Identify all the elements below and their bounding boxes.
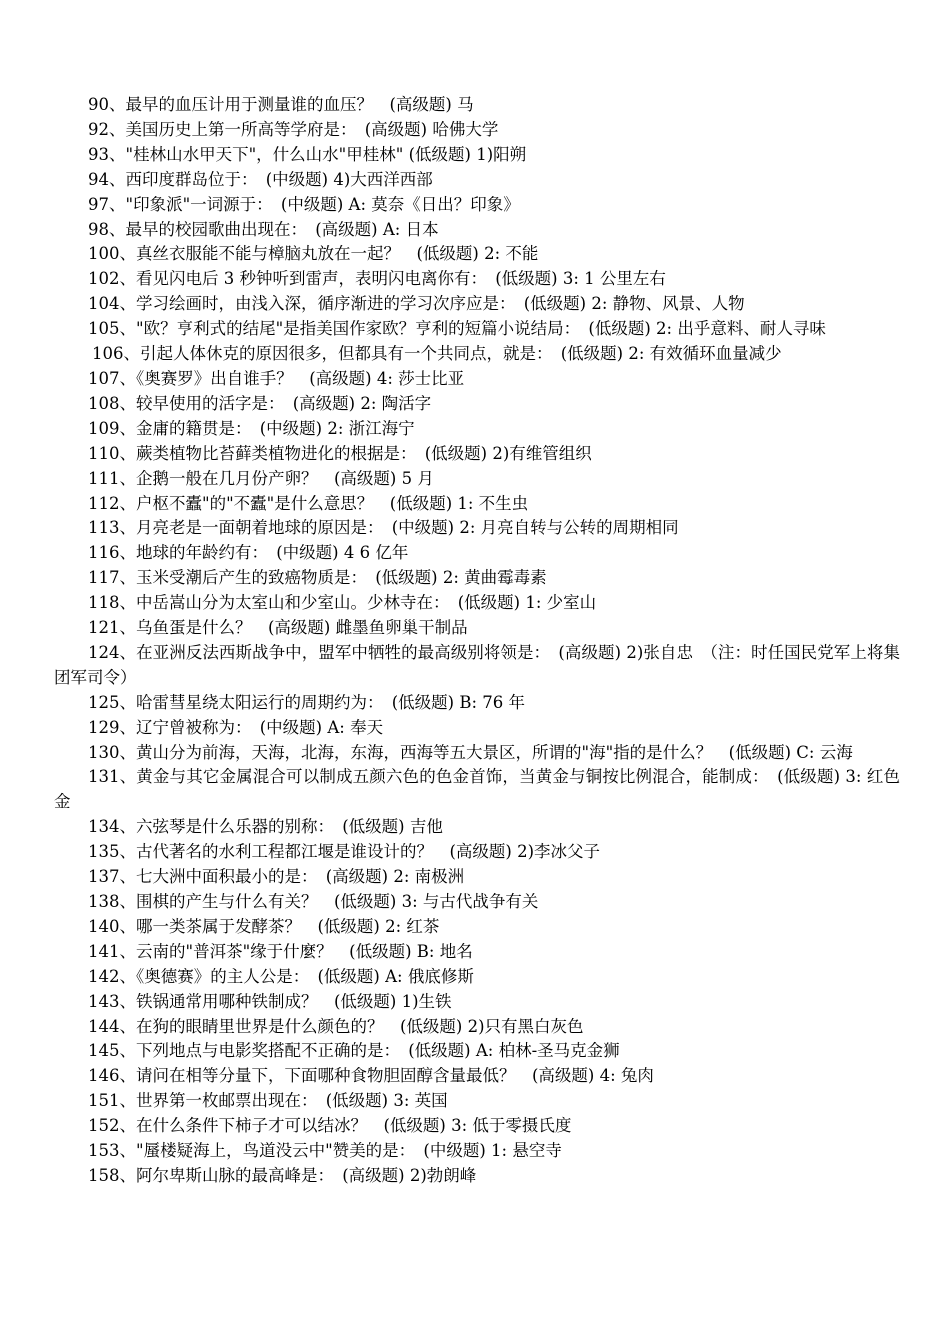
quiz-item-118: 118、中岳嵩山分为太室山和少室山。少林寺在： (低级题) 1: 少室山 — [88, 593, 597, 613]
quiz-item-158: 158、阿尔卑斯山脉的最高峰是： (高级题) 2)勃朗峰 — [88, 1165, 477, 1185]
quiz-item-137: 137、七大洲中面积最小的是： (高级题) 2: 南极洲 — [88, 867, 465, 887]
quiz-item-131: 131、黄金与其它金属混合可以制成五颜六色的色金首饰，当黄金与铜按比例混合，能制成： (低级题) 3: 红色金 — [54, 767, 900, 812]
quiz-item-134: 134、六弦琴是什么乐器的别称： (低级题) 吉他 — [88, 817, 443, 837]
quiz-item-116: 116、地球的年龄约有： (中级题) 4 6 亿年 — [88, 543, 409, 563]
quiz-item-105: 105、"欧？亨利式的结尾"是指美国作家欧？亨利的短篇小说结局： (低级题) 2: 出乎意料、耐人寻味 — [88, 319, 826, 339]
quiz-item-111: 111、企鹅一般在几月份产卵？ (高级题) 5 月 — [88, 468, 434, 488]
quiz-item-92: 92、美国历史上第一所高等学府是： (高级题) 哈佛大学 — [88, 119, 499, 139]
quiz-item-100: 100、真丝衣服能不能与樟脑丸放在一起？ (低级题) 2: 不能 — [88, 244, 539, 264]
quiz-item-144: 144、在狗的眼睛里世界是什么颜色的？ (低级题) 2)只有黑白灰色 — [88, 1016, 584, 1036]
quiz-item-138: 138、围棋的产生与什么有关？ (低级题) 3: 与古代战争有关 — [88, 892, 539, 911]
quiz-item-106: 106、引起人体休克的原因很多，但都具有一个共同点，就是： (低级题) 2: 有效循环血量减少 — [92, 344, 782, 364]
quiz-item-121: 121、乌鱼蛋是什么？ (高级题) 雌墨鱼卵巢干制品 — [88, 618, 468, 638]
quiz-item-90: 90、最早的血压计用于测量谁的血压？ (高级题) 马 — [88, 95, 474, 114]
quiz-item-108: 108、较早使用的活字是： (高级题) 2: 陶活字 — [88, 393, 432, 413]
quiz-item-98: 98、最早的校园歌曲出现在： (高级题) A: 日本 — [88, 219, 439, 239]
quiz-item-97: 97、"印象派"一词源于： (中级题) A: 莫奈《日出？印象》 — [88, 194, 520, 214]
quiz-item-125: 125、哈雷彗星绕太阳运行的周期约为： (低级题) B: 76 年 — [88, 692, 526, 712]
quiz-list — [54, 93, 900, 1189]
quiz-item-152: 152、在什么条件下柿子才可以结冰？ (低级题) 3: 低于零摄氏度 — [88, 1116, 572, 1136]
quiz-item-142: 142、《奥德赛》的主人公是： (低级题) A: 俄底修斯 — [88, 966, 474, 986]
quiz-item-117: 117、玉米受潮后产生的致癌物质是： (低级题) 2: 黄曲霉毒素 — [88, 568, 547, 588]
quiz-item-130: 130、黄山分为前海，天海，北海，东海，西海等五大景区，所谓的"海"指的是什么？ (低级题) C: 云海 — [88, 742, 853, 762]
quiz-item-94: 94、西印度群岛位于： (中级题) 4)大西洋西部 — [88, 169, 433, 189]
quiz-item-112: 112、户枢不蠹"的"不蠹"是什么意思？ (低级题) 1: 不生虫 — [88, 493, 529, 513]
quiz-item-140: 140、哪一类茶属于发酵茶？ (低级题) 2: 红茶 — [88, 916, 440, 936]
quiz-item-151: 151、世界第一枚邮票出现在： (低级题) 3: 英国 — [88, 1091, 448, 1111]
quiz-item-124: 124、在亚洲反法西斯战争中，盟军中牺牲的最高级别将领是： (高级题) 2)张自忠 （注：时任国民党军上将集团军司令） — [54, 642, 900, 687]
quiz-item-141: 141、云南的"普洱茶"缘于什麼？ (低级题) B: 地名 — [88, 941, 473, 961]
quiz-item-109: 109、金庸的籍贯是： (中级题) 2: 浙江海宁 — [88, 418, 415, 438]
quiz-item-107: 107、《奥赛罗》出自谁手？ (高级题) 4: 莎士比亚 — [88, 368, 465, 388]
quiz-item-104: 104、学习绘画时，由浅入深，循序渐进的学习次序应是： (低级题) 2: 静物、风景、人物 — [88, 294, 745, 314]
quiz-item-93: 93、"桂林山水甲天下"，什么山水"甲桂林" (低级题) 1)阳朔 — [88, 144, 527, 164]
quiz-item-110: 110、蕨类植物比苔藓类植物进化的根据是： (低级题) 2)有维管组织 — [88, 443, 592, 463]
quiz-item-113: 113、月亮老是一面朝着地球的原因是： (中级题) 2: 月亮自转与公转的周期相同 — [88, 518, 679, 538]
quiz-item-153: 153、"蜃楼疑海上，鸟道没云中"赞美的是： (中级题) 1: 悬空寺 — [88, 1141, 562, 1161]
quiz-item-145: 145、下列地点与电影奖搭配不正确的是： (低级题) A: 柏林-圣马克金狮 — [88, 1041, 620, 1061]
quiz-item-135: 135、古代著名的水利工程都江堰是谁设计的？ (高级题) 2)李冰父子 — [88, 842, 601, 862]
quiz-item-146: 146、请问在相等分量下，下面哪种食物胆固醇含量最低？ (高级题) 4: 兔肉 — [88, 1066, 654, 1086]
quiz-item-143: 143、铁锅通常用哪种铁制成？ (低级题) 1)生铁 — [88, 991, 452, 1011]
quiz-item-129: 129、辽宁曾被称为： (中级题) A: 奉天 — [88, 717, 384, 737]
quiz-item-102: 102、看见闪电后 3 秒钟听到雷声，表明闪电离你有： (低级题) 3: 1 公里左右 — [88, 269, 666, 289]
